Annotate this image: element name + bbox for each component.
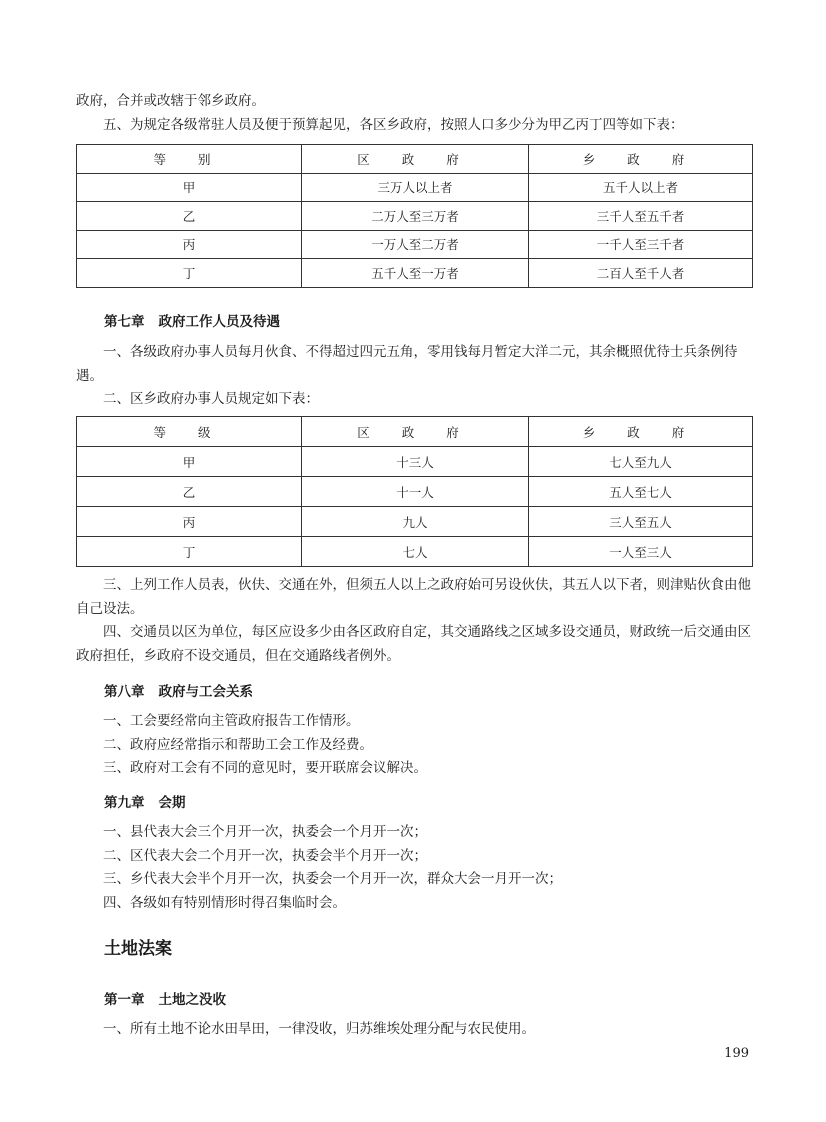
- table-cell: 乙: [77, 202, 302, 231]
- table-cell: 丁: [77, 259, 302, 288]
- table-header-cell: 等 级: [77, 417, 302, 447]
- table-header-row: [77, 417, 753, 447]
- chapter-8-heading: [104, 680, 253, 700]
- table-cell: 丙: [77, 230, 302, 259]
- table-row: [77, 230, 753, 259]
- list-item: 一、工会要经常向主管政府报告工作情形。: [103, 713, 360, 729]
- list-item: 三、政府对工会有不同的意见时，要开联席会议解决。: [103, 760, 427, 776]
- table-header-row: [77, 145, 753, 174]
- table-row: [77, 202, 753, 231]
- list-item: 二、政府应经常指示和帮助工会工作及经费。: [103, 736, 373, 753]
- land-chapter-1-heading: [104, 988, 226, 1008]
- table-cell: 三人至五人: [529, 507, 753, 537]
- table-header-cell: 乡 政 府: [529, 417, 753, 447]
- table-cell: 一人至三人: [529, 537, 753, 567]
- list-item: 二、区代表大会二个月开一次，执委会半个月开一次；: [103, 847, 427, 864]
- table-cell: 丙: [77, 507, 302, 537]
- land-chapter-1-body: [76, 1018, 753, 1042]
- table-cell: 五千人至一万者: [302, 259, 529, 288]
- table-cell: 二万人至三万者: [302, 202, 529, 231]
- table-header-cell: 等 别: [77, 145, 302, 174]
- chapter-title: 会期: [158, 795, 186, 811]
- table-row: [77, 173, 753, 202]
- intro-line-2: 五、为规定各级常驻人员及便于预算起见，各区乡政府，按照人口多少分为甲乙丙丁四等如下表：: [103, 116, 684, 133]
- table-row: [77, 447, 753, 477]
- table-cell: 二百人至千人者: [529, 259, 753, 288]
- paragraph: 四、交通员以区为单位，每区应设多少由各区政府自定，其交通路线之区域多设交通员，财政统一后交通由区政府担任，乡政府不设交通员，但在交通路线者例外。: [76, 624, 751, 664]
- table-row: [77, 507, 753, 537]
- table-cell: 丁: [77, 537, 302, 567]
- table-cell: 乙: [77, 477, 302, 507]
- page-number: 199: [724, 1046, 749, 1061]
- table-cell: 一万人至二万者: [302, 230, 529, 259]
- table-header-cell: 区 政 府: [302, 417, 529, 447]
- table-cell: 三千人至五千者: [529, 202, 753, 231]
- chapter-7-body: [76, 341, 753, 412]
- table-row: [77, 537, 753, 567]
- table-cell: 三万人以上者: [302, 173, 529, 202]
- table-cell: 七人: [302, 537, 529, 567]
- chapter-number: 第九章: [104, 795, 145, 811]
- table-row: [77, 477, 753, 507]
- table-cell: 甲: [77, 173, 302, 202]
- chapter-title: 政府与工会关系: [158, 684, 253, 700]
- table-header-cell: 乡 政 府: [529, 145, 753, 174]
- paragraph: 三、上列工作人员表，伙伕、交通在外，但须五人以上之政府始可另设伙伕，其五人以下者，则津贴伙食由他自己设法。: [76, 577, 751, 617]
- table-cell: 五人至七人: [529, 477, 753, 507]
- table-row: [77, 259, 753, 288]
- list-item: 三、乡代表大会半个月开一次，执委会一个月开一次，群众大会一月开一次；: [103, 871, 562, 887]
- chapter-title: 土地之没收: [158, 992, 226, 1008]
- chapter-9-body: [76, 821, 753, 915]
- list-item: 一、所有土地不论水田旱田，一律没收，归苏维埃处理分配与农民使用。: [103, 1021, 535, 1037]
- paragraph: 一、各级政府办事人员每月伙食、不得超过四元五角，零用钱每月暂定大洋二元，其余概照优待士兵条例待遇。: [76, 344, 738, 384]
- table-cell: 一千人至三千者: [529, 230, 753, 259]
- table-header-cell: 区 政 府: [302, 145, 529, 174]
- table-cell: 七人至九人: [529, 447, 753, 477]
- list-item: 四、各级如有特别情形时得召集临时会。: [103, 894, 346, 911]
- chapter-number: 第七章: [104, 314, 145, 330]
- chapter-7-body-continued: [76, 574, 753, 668]
- section-title: 土地法案: [104, 939, 172, 959]
- intro-block: [76, 90, 753, 137]
- table-cell: 五千人以上者: [529, 173, 753, 202]
- chapter-8-body: [76, 710, 753, 781]
- chapter-title: 政府工作人员及待遇: [158, 314, 280, 330]
- paragraph: 二、区乡政府办事人员规定如下表：: [103, 391, 319, 407]
- chapter-number: 第一章: [104, 992, 145, 1008]
- chapter-7-heading: [104, 310, 280, 330]
- population-grade-table: [76, 144, 753, 288]
- table-cell: 甲: [77, 447, 302, 477]
- table-cell: 十一人: [302, 477, 529, 507]
- table-cell: 九人: [302, 507, 529, 537]
- staff-quota-table: [76, 416, 753, 567]
- chapter-number: 第八章: [104, 684, 145, 700]
- chapter-9-heading: [104, 791, 186, 811]
- intro-line-1: 政府，合并或改辖于邻乡政府。: [76, 93, 265, 109]
- list-item: 一、县代表大会三个月开一次，执委会一个月开一次；: [103, 824, 427, 840]
- table-cell: 十三人: [302, 447, 529, 477]
